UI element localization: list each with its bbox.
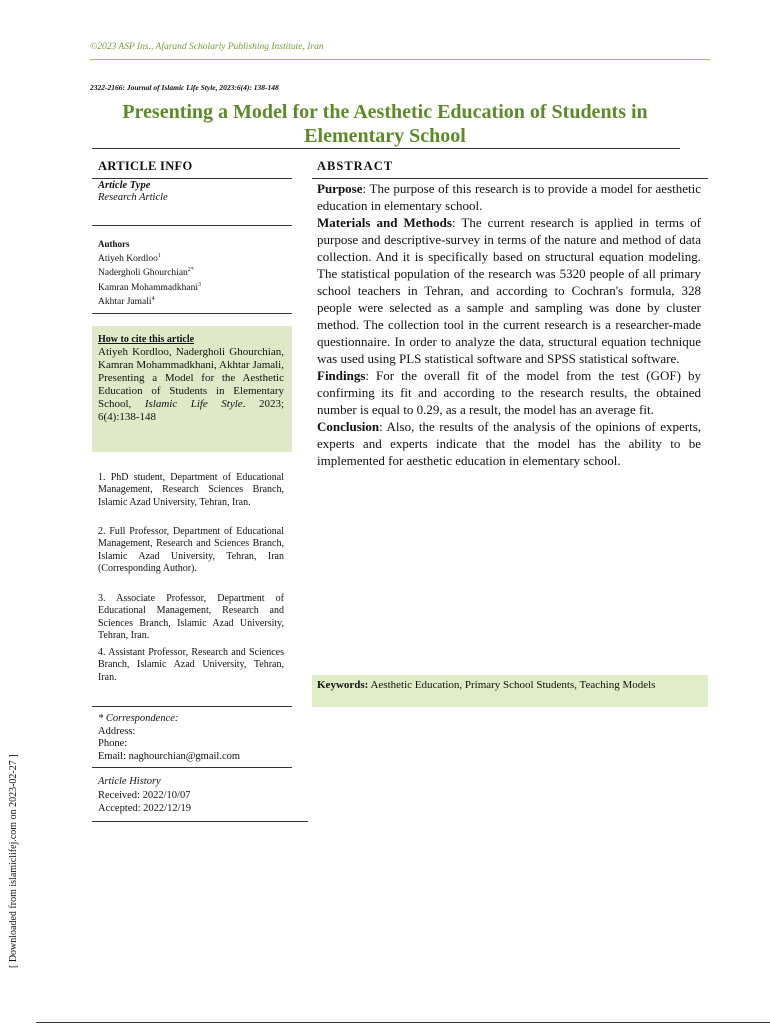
author-item: Atiyeh Kordloo$^1$ (98, 252, 161, 264)
abstract-rule (312, 178, 708, 179)
affiliations-rule (92, 706, 292, 707)
citation-label: How to cite this article (98, 334, 195, 345)
citation-tail: . 2023; 6(4):138-148 (98, 398, 284, 423)
correspondence-label: * Correspondence: (98, 713, 179, 724)
affiliation-item: 1. PhD student, Department of Educational Management, Research Sciences Branch, Islamic Azad University, Tehran, Iran. (98, 472, 284, 508)
address-line: Address: (98, 725, 136, 737)
findings-paragraph: Findings: For the overall fit of the model from the test (GOF) by confirming its fit and according to the research results, the obtained number is equal to 0.29, as a result, the model has an average fit. (317, 368, 701, 417)
keywords-label: Keywords: (317, 679, 369, 691)
citation-text: Atiyeh Kordloo, Nadergholi Ghourchian, Kamran Mohammadkhani, Akhtar Jamali, Presenting a Model for the Aesthetic Education of Students in Elementary School, (98, 346, 284, 410)
article-type-value: Research Article (98, 192, 168, 203)
author-item: Akhtar Jamali$^4$ (98, 296, 155, 308)
history-label: Article History (98, 776, 161, 787)
email-line: Email: naghourchian@gmail.com (98, 750, 241, 762)
accepted-date: Accepted: 2022/12/19 (98, 803, 192, 814)
author-item: Nadergholi Ghourchian$^{2*}$ (98, 267, 194, 279)
citation-block (98, 333, 284, 424)
received-date: Received: 2022/10/07 (98, 789, 191, 801)
history-block (98, 775, 284, 816)
methods-paragraph: Materials and Methods: The current research is applied in terms of purpose and descriptive-survey in terms of the nature and method of data collection. And it is specifically based on structural equation modeling. The statistical population of the research was 5320 people of all primary school teachers in Tehran, and according to Cochran's formula, 328 people were selected as a sample and sampling was done by cluster method. The collection tool in the current research is a researcher-made questionnaire. In order to analyze the data, structural equation technique was used using PLS statistical software and SPSS statistical software. (317, 215, 702, 366)
abstract-heading: ABSTRACT (317, 159, 394, 173)
correspondence-rule (92, 767, 292, 768)
history-rule (92, 821, 308, 822)
affiliation-item: 4. Assistant Professor, Research and Sciences Branch, Islamic Azad University, Tehran, Iran. (98, 647, 284, 683)
authors-rule (92, 313, 292, 314)
affiliation-item: 2. Full Professor, Department of Educational Management, Research and Sciences Branch, Islamic Azad University, Tehran, Iran (Corresponding Author). (98, 526, 284, 574)
article-info-rule (92, 178, 292, 179)
authors-label: Authors (98, 239, 130, 249)
phone-line: Phone: (98, 738, 128, 749)
keywords-block (317, 679, 701, 692)
authors-block (98, 239, 284, 309)
download-side-note: [ Downloaded from islamiclifej.com on 2023-02-27 ] (8, 754, 19, 968)
article-info-heading: ARTICLE INFO (98, 159, 193, 173)
abstract-body (317, 180, 701, 469)
author-item: Kamran Mohammadkhani$^3$ (98, 281, 201, 293)
correspondence-block (98, 713, 284, 763)
footer-rule (36, 1022, 770, 1023)
conclusion-paragraph: Conclusion: Also, the results of the analysis of the opinions of experts, experts and experts indicate that the model has the ability to be implemented for aesthetic education in elementary school. (317, 419, 701, 468)
article-type-rule (92, 225, 292, 226)
journal-citation-line: 2322-2166: Journal of Islamic Life Style, 2023:6(4): 138-148 (90, 83, 279, 92)
purpose-paragraph: Purpose: The purpose of this research is to provide a model for aesthetic education in elementary school. (317, 181, 701, 213)
article-type-label: Article Type (98, 180, 151, 191)
copyright-line: ©2023 ASP Ins., Afarand Scholarly Publishing Institute, Iran (90, 42, 324, 52)
article-type-block (98, 180, 284, 204)
title-rule (92, 148, 680, 149)
keywords-value: Aesthetic Education, Primary School Students, Teaching Models (370, 679, 656, 691)
paper-title: Presenting a Model for the Aesthetic Education of Students in Elementary School (122, 101, 648, 147)
header-rule (90, 59, 710, 60)
citation-journal: Islamic Life Style (144, 398, 243, 410)
affiliation-item: 3. Associate Professor, Department of Educational Management, Research and Sciences Branch, Islamic Azad University, Tehran, Iran. (98, 593, 284, 641)
